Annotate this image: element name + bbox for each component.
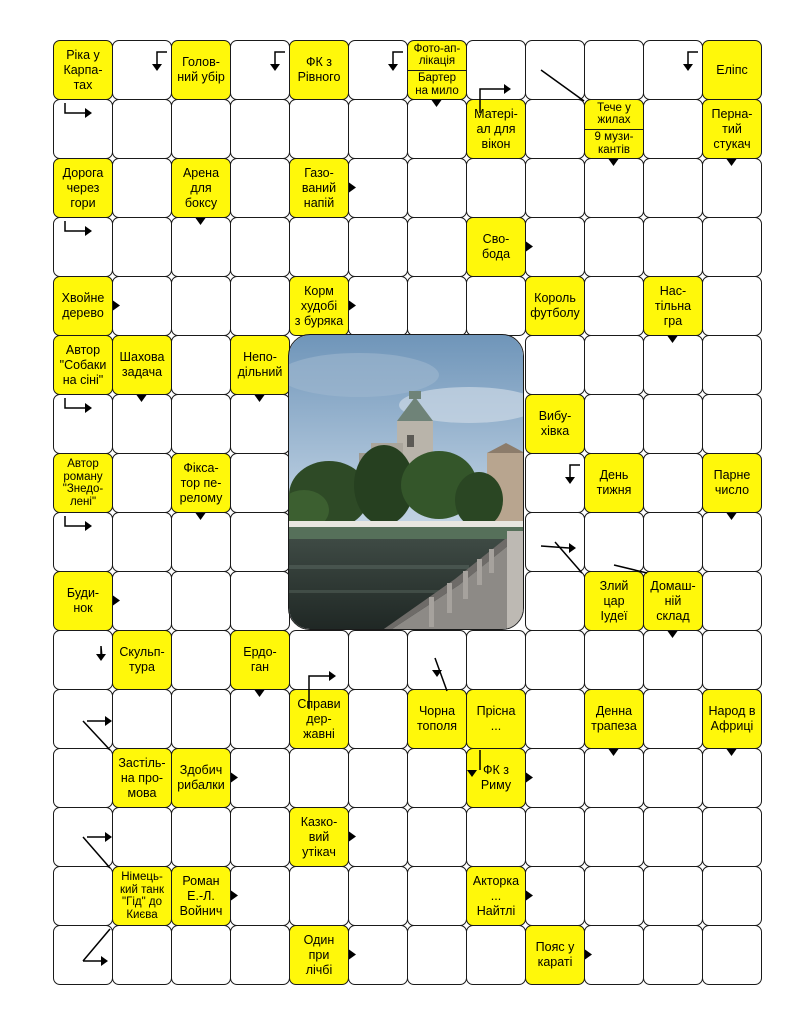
clue-cell bbox=[53, 158, 113, 218]
answer-cell[interactable] bbox=[584, 866, 644, 926]
clue-text: Злий цар Іудеї bbox=[599, 578, 629, 623]
answer-cell[interactable] bbox=[702, 217, 762, 277]
clue-text: Хвойне дерево bbox=[61, 291, 105, 320]
answer-cell[interactable] bbox=[702, 925, 762, 985]
clue-cell bbox=[525, 394, 585, 454]
clue-cell bbox=[407, 689, 467, 749]
answer-cell[interactable] bbox=[348, 99, 408, 159]
clue-text: Здобич рибалки bbox=[177, 763, 225, 792]
clue-text: Фото-ап- лікація bbox=[413, 42, 461, 68]
clue-cell bbox=[112, 866, 172, 926]
answer-cell[interactable] bbox=[407, 748, 467, 808]
castle-image bbox=[289, 335, 524, 630]
answer-cell[interactable] bbox=[525, 335, 585, 395]
answer-cell[interactable] bbox=[525, 40, 585, 100]
answer-cell[interactable] bbox=[643, 925, 703, 985]
answer-cell[interactable] bbox=[348, 748, 408, 808]
answer-cell[interactable] bbox=[230, 748, 290, 808]
answer-cell[interactable] bbox=[643, 866, 703, 926]
answer-cell[interactable] bbox=[230, 453, 290, 513]
answer-cell[interactable] bbox=[171, 689, 231, 749]
answer-cell[interactable] bbox=[348, 866, 408, 926]
clue-cell bbox=[702, 99, 762, 159]
clue-cell bbox=[702, 689, 762, 749]
answer-cell[interactable] bbox=[230, 40, 290, 100]
answer-cell[interactable] bbox=[466, 630, 526, 690]
clue-text: Корм худобі з буряка bbox=[294, 283, 344, 328]
clue-cell bbox=[171, 453, 231, 513]
clue-cell bbox=[466, 217, 526, 277]
clue-text: Шахова задача bbox=[119, 350, 165, 379]
clue-cell bbox=[53, 571, 113, 631]
answer-cell[interactable] bbox=[53, 99, 113, 159]
answer-cell[interactable] bbox=[584, 217, 644, 277]
clue-text: Ріка у Карпа- тах bbox=[63, 47, 103, 92]
answer-cell[interactable] bbox=[584, 40, 644, 100]
answer-cell[interactable] bbox=[702, 866, 762, 926]
answer-cell[interactable] bbox=[643, 748, 703, 808]
answer-cell[interactable] bbox=[525, 158, 585, 218]
clue-text: Вибу- хівка bbox=[538, 409, 572, 438]
answer-cell[interactable] bbox=[112, 40, 172, 100]
answer-cell[interactable] bbox=[171, 925, 231, 985]
answer-cell[interactable] bbox=[407, 925, 467, 985]
clue-text: Еліпс bbox=[716, 62, 748, 77]
clue-text: Дорога через гори bbox=[62, 165, 104, 210]
answer-cell[interactable] bbox=[466, 158, 526, 218]
clue-cell bbox=[289, 807, 349, 867]
clue-cell bbox=[171, 748, 231, 808]
answer-cell[interactable] bbox=[466, 807, 526, 867]
clue-cell bbox=[702, 453, 762, 513]
clue-text: Буди- нок bbox=[66, 586, 100, 615]
answer-cell[interactable] bbox=[230, 276, 290, 336]
clue-text: Матері- ал для вікон bbox=[474, 106, 518, 151]
clue-cell bbox=[584, 689, 644, 749]
answer-cell[interactable] bbox=[112, 925, 172, 985]
answer-cell[interactable] bbox=[702, 807, 762, 867]
answer-cell[interactable] bbox=[171, 571, 231, 631]
clue-text: ФК з Риму bbox=[480, 763, 512, 792]
answer-cell[interactable] bbox=[407, 158, 467, 218]
answer-cell[interactable] bbox=[53, 394, 113, 454]
clue-cell bbox=[407, 40, 467, 100]
answer-cell[interactable] bbox=[643, 630, 703, 690]
clue-text: Прісна ... bbox=[476, 704, 516, 733]
answer-cell[interactable] bbox=[643, 99, 703, 159]
clue-cell bbox=[466, 866, 526, 926]
clue-cell bbox=[643, 276, 703, 336]
clue-cell bbox=[171, 866, 231, 926]
clue-text: Автор "Собаки на сіні" bbox=[59, 342, 107, 387]
clue-cell bbox=[702, 40, 762, 100]
clue-cell bbox=[230, 630, 290, 690]
answer-cell[interactable] bbox=[584, 807, 644, 867]
answer-cell[interactable] bbox=[53, 512, 113, 572]
clue-cell bbox=[112, 630, 172, 690]
clue-cell bbox=[584, 571, 644, 631]
answer-cell[interactable] bbox=[407, 99, 467, 159]
answer-cell[interactable] bbox=[525, 630, 585, 690]
clue-text: Газо- ваний напій bbox=[301, 165, 337, 210]
answer-cell[interactable] bbox=[53, 925, 113, 985]
clue-text: Застіль- на про- мова bbox=[118, 755, 166, 800]
answer-cell[interactable] bbox=[230, 512, 290, 572]
answer-cell[interactable] bbox=[230, 99, 290, 159]
answer-cell[interactable] bbox=[643, 158, 703, 218]
answer-cell[interactable] bbox=[171, 99, 231, 159]
answer-cell[interactable] bbox=[643, 217, 703, 277]
answer-cell[interactable] bbox=[466, 925, 526, 985]
clue-cell bbox=[584, 99, 644, 159]
answer-cell[interactable] bbox=[643, 335, 703, 395]
answer-cell[interactable] bbox=[584, 335, 644, 395]
clue-text: Бартер на мило bbox=[415, 72, 459, 97]
clue-text: Ердо- ган bbox=[243, 645, 277, 674]
answer-cell[interactable] bbox=[112, 394, 172, 454]
answer-cell[interactable] bbox=[53, 748, 113, 808]
answer-cell[interactable] bbox=[525, 453, 585, 513]
clue-text: Чорна тополя bbox=[416, 704, 458, 733]
clue-cell bbox=[289, 689, 349, 749]
answer-cell[interactable] bbox=[466, 40, 526, 100]
answer-cell[interactable] bbox=[171, 807, 231, 867]
clue-cell bbox=[289, 158, 349, 218]
clue-cell bbox=[584, 453, 644, 513]
answer-cell[interactable] bbox=[525, 689, 585, 749]
answer-cell[interactable] bbox=[525, 571, 585, 631]
clue-text: Акторка ... Найтлі bbox=[472, 873, 520, 918]
answer-cell[interactable] bbox=[643, 453, 703, 513]
clue-cell bbox=[230, 335, 290, 395]
answer-cell[interactable] bbox=[53, 807, 113, 867]
clue-text: Справи дер- жавні bbox=[297, 696, 341, 741]
answer-cell[interactable] bbox=[525, 217, 585, 277]
answer-cell[interactable] bbox=[584, 630, 644, 690]
answer-cell[interactable] bbox=[525, 807, 585, 867]
clue-cell bbox=[112, 748, 172, 808]
answer-cell[interactable] bbox=[230, 866, 290, 926]
answer-cell[interactable] bbox=[584, 276, 644, 336]
answer-cell[interactable] bbox=[702, 748, 762, 808]
answer-cell[interactable] bbox=[230, 571, 290, 631]
clue-cell bbox=[525, 276, 585, 336]
clue-text: Арена для боксу bbox=[182, 165, 220, 210]
answer-cell[interactable] bbox=[230, 394, 290, 454]
clue-text: Роман Е.-Л. Войнич bbox=[179, 873, 223, 918]
answer-cell[interactable] bbox=[289, 99, 349, 159]
answer-cell[interactable] bbox=[702, 335, 762, 395]
clue-cell bbox=[289, 40, 349, 100]
answer-cell[interactable] bbox=[171, 630, 231, 690]
clue-text: Парне число bbox=[713, 468, 751, 497]
answer-cell[interactable] bbox=[702, 512, 762, 572]
answer-cell[interactable] bbox=[407, 276, 467, 336]
clue-text: Денна трапеза bbox=[591, 704, 637, 733]
answer-cell[interactable] bbox=[289, 748, 349, 808]
clue-cell bbox=[643, 571, 703, 631]
answer-cell[interactable] bbox=[230, 689, 290, 749]
answer-cell[interactable] bbox=[348, 689, 408, 749]
answer-cell[interactable] bbox=[53, 689, 113, 749]
answer-cell[interactable] bbox=[525, 99, 585, 159]
answer-cell[interactable] bbox=[112, 807, 172, 867]
clue-text: Сво- бода bbox=[481, 232, 511, 261]
answer-cell[interactable] bbox=[643, 512, 703, 572]
answer-cell[interactable] bbox=[53, 217, 113, 277]
answer-cell[interactable] bbox=[230, 925, 290, 985]
clue-cell bbox=[525, 925, 585, 985]
clue-cell bbox=[466, 748, 526, 808]
answer-cell[interactable] bbox=[584, 748, 644, 808]
clue-text: Нас- тільна гра bbox=[654, 283, 692, 328]
answer-cell[interactable] bbox=[702, 630, 762, 690]
answer-cell[interactable] bbox=[584, 394, 644, 454]
answer-cell[interactable] bbox=[702, 394, 762, 454]
answer-cell[interactable] bbox=[171, 512, 231, 572]
answer-cell[interactable] bbox=[112, 276, 172, 336]
answer-cell[interactable] bbox=[643, 394, 703, 454]
answer-cell[interactable] bbox=[289, 630, 349, 690]
answer-cell[interactable] bbox=[348, 807, 408, 867]
answer-cell[interactable] bbox=[112, 99, 172, 159]
answer-cell[interactable] bbox=[466, 276, 526, 336]
clue-cell bbox=[53, 453, 113, 513]
clue-text: Народ в Африці bbox=[708, 704, 756, 733]
answer-cell[interactable] bbox=[230, 807, 290, 867]
answer-cell[interactable] bbox=[584, 512, 644, 572]
clue-cell bbox=[466, 99, 526, 159]
answer-cell[interactable] bbox=[643, 40, 703, 100]
answer-cell[interactable] bbox=[348, 630, 408, 690]
clue-text: Перна- тий стукач bbox=[711, 106, 753, 151]
clue-text: Непо- дільний bbox=[237, 350, 283, 379]
clue-cell bbox=[53, 40, 113, 100]
answer-cell[interactable] bbox=[348, 158, 408, 218]
clue-text: Пояс у караті bbox=[535, 940, 575, 969]
answer-cell[interactable] bbox=[643, 689, 703, 749]
answer-cell[interactable] bbox=[112, 453, 172, 513]
answer-cell[interactable] bbox=[702, 571, 762, 631]
answer-cell[interactable] bbox=[525, 748, 585, 808]
answer-cell[interactable] bbox=[348, 276, 408, 336]
clue-text: Казко- вий утікач bbox=[300, 814, 338, 859]
answer-cell[interactable] bbox=[407, 217, 467, 277]
answer-cell[interactable] bbox=[584, 158, 644, 218]
clue-text: 9 музи- кантів bbox=[594, 131, 634, 156]
answer-cell[interactable] bbox=[348, 217, 408, 277]
clue-text: Автор роману "Знедо- лені" bbox=[62, 458, 104, 508]
answer-cell[interactable] bbox=[643, 807, 703, 867]
answer-cell[interactable] bbox=[171, 217, 231, 277]
answer-cell[interactable] bbox=[702, 276, 762, 336]
clue-cell bbox=[289, 276, 349, 336]
clue-text: Король футболу bbox=[530, 291, 580, 320]
clue-text: Один при лічбі bbox=[303, 932, 335, 977]
answer-cell[interactable] bbox=[584, 925, 644, 985]
clue-cell bbox=[289, 925, 349, 985]
answer-cell[interactable] bbox=[230, 217, 290, 277]
clue-text: Голов- ний убір bbox=[177, 55, 225, 84]
clue-text: Скульп- тура bbox=[119, 645, 165, 674]
answer-cell[interactable] bbox=[525, 866, 585, 926]
answer-cell[interactable] bbox=[702, 158, 762, 218]
answer-cell[interactable] bbox=[525, 512, 585, 572]
answer-cell[interactable] bbox=[53, 866, 113, 926]
clue-cell bbox=[53, 335, 113, 395]
answer-cell[interactable] bbox=[407, 807, 467, 867]
answer-cell[interactable] bbox=[171, 276, 231, 336]
answer-cell[interactable] bbox=[112, 512, 172, 572]
clue-text: Фікса- тор пе- релому bbox=[179, 460, 223, 505]
answer-cell[interactable] bbox=[289, 866, 349, 926]
clue-cell bbox=[53, 276, 113, 336]
answer-cell[interactable] bbox=[112, 217, 172, 277]
clue-text: Тече у жилах bbox=[597, 101, 631, 127]
clue-cell bbox=[112, 335, 172, 395]
answer-cell[interactable] bbox=[348, 40, 408, 100]
clue-text: ФК з Рівного bbox=[297, 55, 341, 84]
clue-cell bbox=[171, 40, 231, 100]
answer-cell[interactable] bbox=[289, 217, 349, 277]
clue-text: Домаш- ній склад bbox=[650, 578, 696, 623]
answer-cell[interactable] bbox=[171, 335, 231, 395]
clue-text: День тижня bbox=[596, 468, 632, 497]
castle-photo bbox=[288, 334, 524, 630]
clue-cell bbox=[466, 689, 526, 749]
clue-cell bbox=[171, 158, 231, 218]
clue-text: Німець- кий танк "Гід" до Києва bbox=[120, 871, 164, 921]
answer-cell[interactable] bbox=[171, 394, 231, 454]
answer-cell[interactable] bbox=[348, 925, 408, 985]
answer-cell[interactable] bbox=[112, 571, 172, 631]
answer-cell[interactable] bbox=[112, 158, 172, 218]
answer-cell[interactable] bbox=[407, 866, 467, 926]
answer-cell[interactable] bbox=[53, 630, 113, 690]
answer-cell[interactable] bbox=[112, 689, 172, 749]
answer-cell[interactable] bbox=[230, 158, 290, 218]
answer-cell[interactable] bbox=[407, 630, 467, 690]
